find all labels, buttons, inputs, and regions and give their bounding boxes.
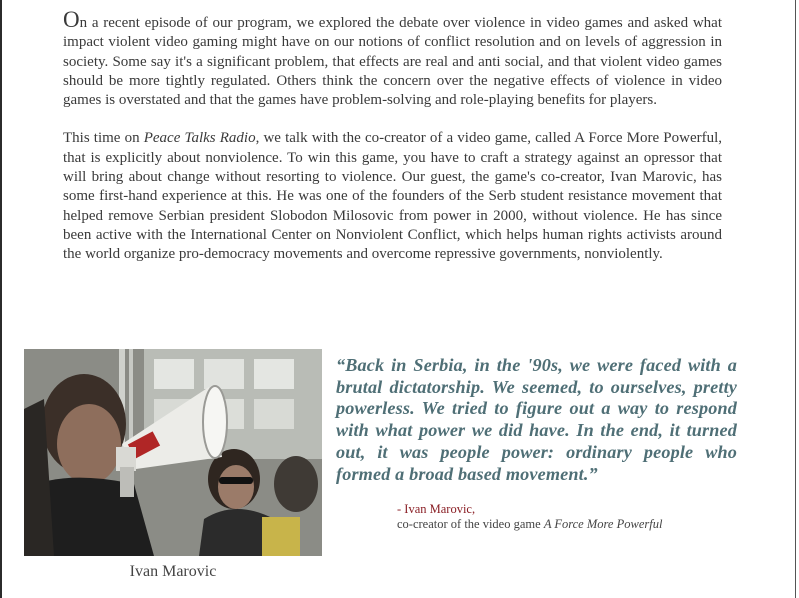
paragraph-1-text: n a recent episode of our program, we explored the debate over violence in video games and asked what impact violent video gaming might have on our notions of conflict resolution and on levels of aggression in society. Some say it's a significant problem, that effects are real and anti social, and that violent video games should be more tightly regulated. Others think the concern over the negative effects of violence in video games is overstated and that the games have problem-solving and role-playing benefits for players. <box>63 15 722 109</box>
article-paragraph-1 <box>63 8 722 110</box>
attribution-name: - Ivan Marovic, <box>397 502 476 516</box>
page-frame-left <box>0 0 2 598</box>
megaphone-photo-illustration <box>24 349 322 556</box>
page-frame-right <box>795 0 796 598</box>
program-name: Peace Talks Radio <box>143 130 256 147</box>
game-title: A Force More Powerful <box>543 516 663 531</box>
guest-photo <box>24 349 322 556</box>
quote-attribution <box>397 502 662 531</box>
article-body <box>63 8 722 265</box>
attribution-role-text: co-creator of the video game <box>397 516 544 531</box>
article-paragraph-2 <box>63 129 722 264</box>
paragraph-2-lead: This time on <box>63 130 144 147</box>
drop-cap: O <box>63 7 80 32</box>
attribution-role <box>397 517 662 532</box>
pull-quote: “Back in Serbia, in the '90s, we were faced with a brutal dictatorship. We seemed, to ourselves, pretty powerless. We tried to figure out a way to respond with what power we did have. In the end, it turned out, it was people power: ordinary people who formed a broad based movement.” <box>336 355 737 484</box>
photo-caption: Ivan Marovic <box>129 563 217 580</box>
paragraph-2-text: , we talk with the co-creator of a video game, called A Force More Powerful, that is explicitly about nonviolence. To win this game, you have to craft a strategy against an opressor that will bring about change without resorting to violence. Our guest, the game's co-creator, Ivan Marovic, has some first-hand experience at this. He was one of the founders of the Serb student resistance movement that helped remove Serbian president Slobodon Milosovic from power in 2000, without violence. He has since been active with the International Center on Nonviolent Conflict, which helps human rights activists around the world organize pro-democracy movements and overcome repressive governments, nonviolently. <box>63 130 723 263</box>
